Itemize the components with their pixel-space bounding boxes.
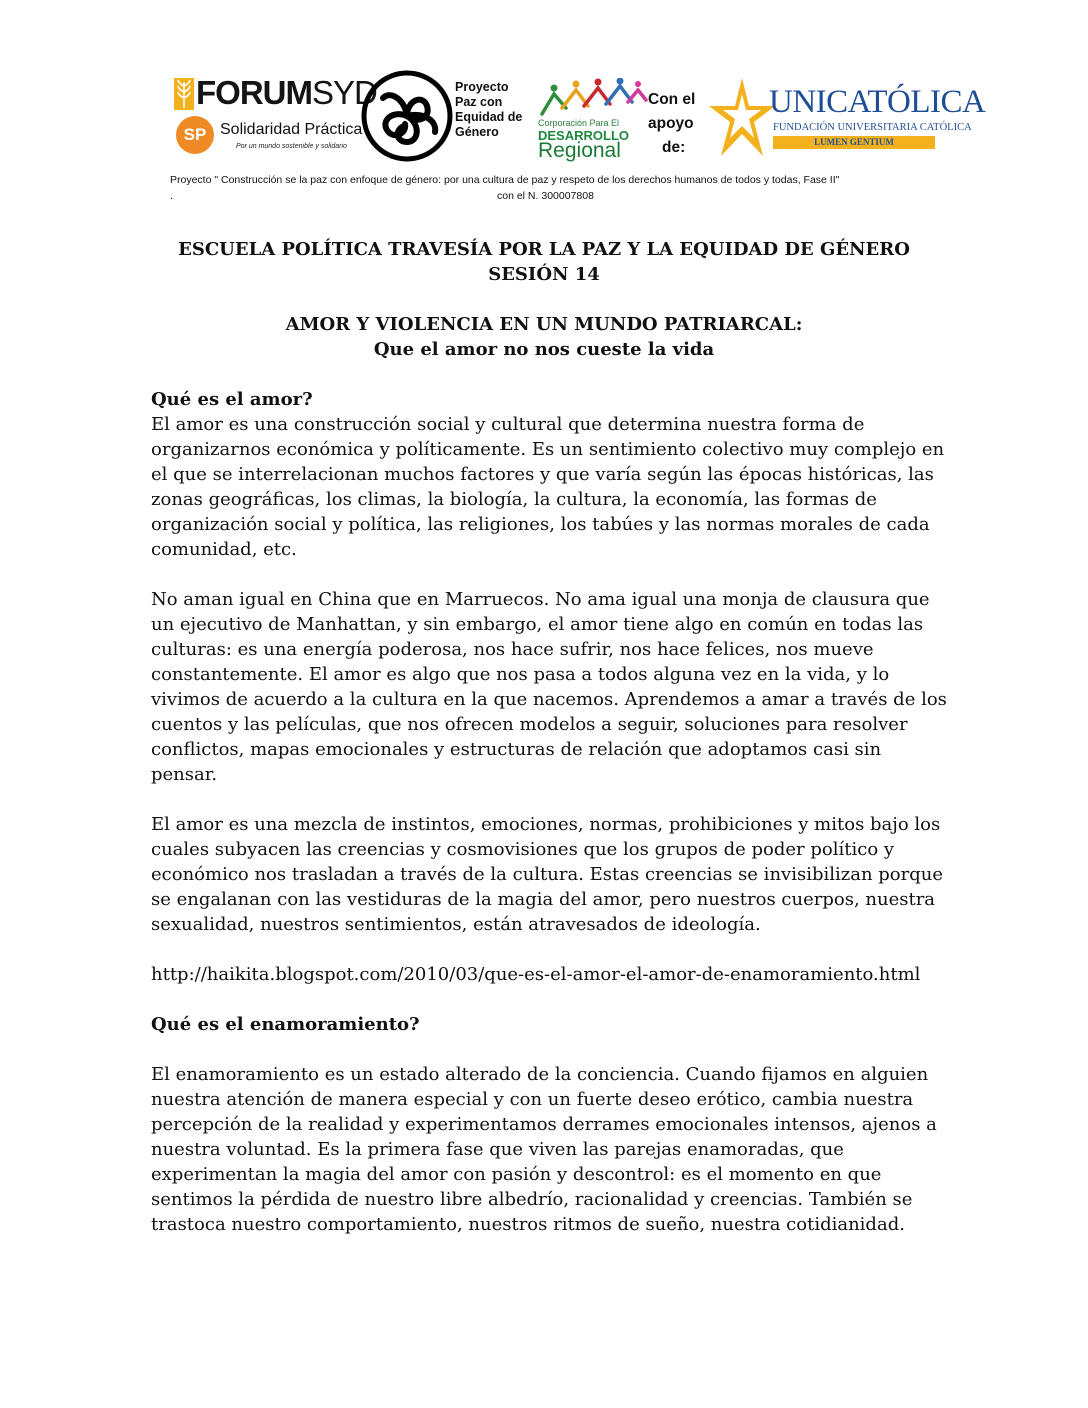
- con-el-apoyo-text: [648, 88, 708, 160]
- people-icon: [538, 78, 648, 118]
- proyecto-line: Género: [455, 125, 499, 139]
- sp-badge: SP: [176, 116, 214, 154]
- paragraph: No aman igual en China que en Marruecos. No ama igual una monja de clausura que un ejecutivo de Manhattan, y sin embargo, el amor tiene algo en común en todas las culturas: es una energía poderosa, nos hace sufrir, nos hace felices, nos mueve constantemente. El amor es algo que nos pasa a todos alguna vez en la vida, y lo vivimos de acuerdo a la cultura en la que nacemos. Aprendemos a amar a través de los cuentos y las películas, que nos ofrecen modelos a seguir, soluciones para resolver conflictos, mapas emocionales y estructuras de relación que adoptamos casi sin pensar.: [151, 589, 947, 785]
- project-dot: .: [170, 190, 174, 202]
- sp-name: Solidaridad Práctica: [220, 121, 363, 138]
- project-description: Proyecto " Construcción se la paz con enfoque de género: por una cultura de paz y respeto de los derechos humanos de todos y todas, Fase II": [170, 174, 840, 186]
- forumsyd-logo: [174, 74, 377, 112]
- star-icon: [707, 76, 777, 160]
- unicatolica-name: UNICATÓLICA: [769, 84, 986, 120]
- paragraph: El enamoramiento es un estado alterado de la conciencia. Cuando fijamos en alguien nuestra atención de manera especial y con un fuerte deseo erótico, cambia nuestra percepción de la realidad y experimentamos derrames emocionales intensos, ajenos a nuestra voluntad. Es la primera fase que viven las parejas enamoradas, que experimentan la magia del amor con pasión y descontrol: es el momento en que sentimos la pérdida de nuestro libre albedrío, racionalidad y creencias. También se trastoca nuestro comportamiento, nuestros ritmos de sueño, nuestra cotidianidad.: [151, 1064, 937, 1235]
- subtitle-line: Que el amor no nos cueste la vida: [373, 339, 715, 360]
- desarrollo-line1: Corporación Para El: [538, 118, 620, 128]
- school-heading: [151, 237, 937, 287]
- triskele-icon: [361, 70, 453, 162]
- unicatolica-motto: LUMEN GENTIUM: [773, 136, 935, 149]
- apoyo-line: apoyo: [648, 115, 694, 132]
- desarrollo-line2: DESARROLLO: [538, 128, 629, 143]
- apoyo-line: de:: [662, 139, 686, 156]
- project-number: con el N. 300007808: [497, 190, 594, 202]
- document-title: [151, 312, 937, 362]
- sp-tagline: Por un mundo sostenible y solidario: [236, 143, 347, 150]
- unicatolica-logo: [707, 76, 986, 160]
- paragraph: El amor es una construcción social y cultural que determina nuestra forma de organizarnos económica y políticamente. Es un sentimiento colectivo muy complejo en el que se interrelacionan muchos factores y que varía según las épocas históricas, las zonas geográficas, los climas, la biología, la cultura, la economía, las formas de organización social y política, las religiones, los tabúes y las normas morales de cada comunidad, etc.: [151, 414, 945, 560]
- solidaridad-practica-logo: [176, 116, 363, 156]
- desarrollo-regional-logo: [538, 78, 648, 164]
- proyecto-line: Paz con: [455, 95, 503, 109]
- section-title: Qué es el enamoramiento?: [151, 1014, 420, 1035]
- proyecto-line: Proyecto: [455, 80, 509, 94]
- document-body: [151, 237, 951, 1237]
- wheat-icon: [174, 78, 194, 110]
- section-title: Qué es el amor?: [151, 389, 313, 410]
- forumsyd-wordmark: FORUMSYD: [196, 74, 377, 111]
- paragraph: El amor es una mezcla de instintos, emociones, normas, prohibiciones y mitos bajo los cuales subyacen las creencias y cosmovisiones que los grupos de poder político y económico nos trasladan a través de la cultura. Estas creencias se invisibilizan porque se engalanan con las vestiduras de la magia del amor, pero nuestros cuerpos, nuestra sexualidad, nuestros sentimientos, están atravesados de ideología.: [151, 814, 944, 935]
- proyecto-line: Equidad de: [455, 110, 523, 124]
- title-line: AMOR Y VIOLENCIA EN UN MUNDO PATRIARCAL:: [285, 314, 803, 335]
- proyecto-paz-logo-text: [455, 80, 539, 140]
- logo-header: [0, 0, 1088, 215]
- heading-line: ESCUELA POLÍTICA TRAVESÍA POR LA PAZ Y LA EQUIDAD DE GÉNERO: [178, 239, 910, 260]
- source-link[interactable]: http://haikita.blogspot.com/2010/03/que-es-el-amor-el-amor-de-enamoramiento.html: [151, 964, 921, 985]
- apoyo-line: Con el: [648, 91, 696, 108]
- session-number: SESIÓN 14: [488, 264, 600, 285]
- desarrollo-line3: Regional: [538, 139, 621, 162]
- unicatolica-foundation: FUNDACIÓN UNIVERSITARIA CATÓLICA: [773, 122, 972, 133]
